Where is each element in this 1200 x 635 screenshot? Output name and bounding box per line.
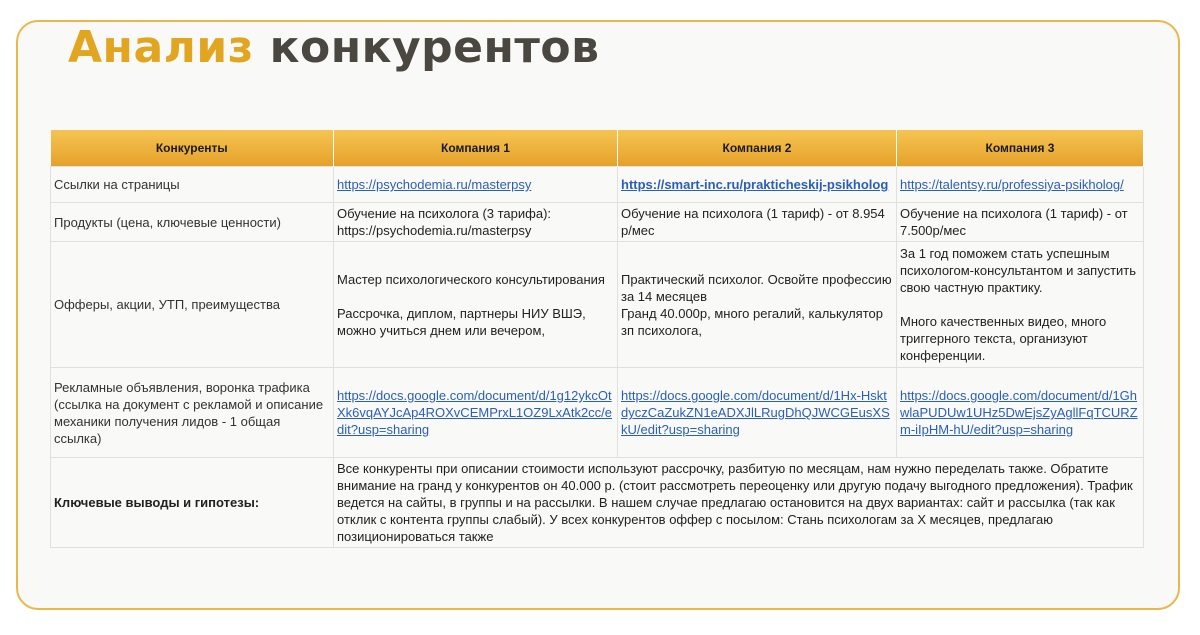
link-company-2[interactable]: https://smart-inc.ru/prakticheskij-psikholog <box>621 177 889 192</box>
offers-company-2 <box>618 242 897 368</box>
title-word-dark: конкурентов <box>269 22 600 73</box>
offer-title: Мастер психологического консультирования <box>337 271 605 287</box>
row-links <box>51 167 1144 203</box>
offer-details: Рассрочка, диплом, партнеры НИУ ВШЭ, можно учиться днем или вечером, <box>337 305 586 338</box>
row-label: Рекламные объявления, воронка трафика (ссылка на документ с рекламой и описание механики получения лидов - 1 общая ссылка) <box>51 368 334 458</box>
row-label: Ссылки на страницы <box>51 167 334 203</box>
ads-doc-link-company-2[interactable]: https://docs.google.com/document/d/1Hx-HsktdyczCaZukZN1eADXJlLRugDhQJWCGEusXSkU/edit?usp=sharing <box>621 388 890 437</box>
offers-company-3 <box>897 242 1144 368</box>
table-header-row <box>51 130 1144 167</box>
offer-title: За 1 год поможем стать успешным психологом-консультантом и запустить свою частную практику. <box>900 246 1137 295</box>
slide-title <box>68 22 599 73</box>
title-word-accent: Анализ <box>68 22 254 73</box>
offer-title: Практический психолог. Освойте профессию за 14 месяцев <box>621 271 892 304</box>
products-company-1: Обучение на психолога (3 тарифа): https://psychodemia.ru/masterpsy <box>334 203 618 242</box>
header-company-1: Компания 1 <box>334 130 618 167</box>
products-company-2: Обучение на психолога (1 тариф) - от 8.954 р/мес <box>618 203 897 242</box>
offer-details: Гранд 40.000р, много регалий, калькулятор зп психолога, <box>621 305 883 338</box>
row-offers <box>51 242 1144 368</box>
offer-details: Много качественных видео, много триггерного текста, организуют конференции. <box>900 314 1107 363</box>
row-label: Ключевые выводы и гипотезы: <box>51 458 334 548</box>
link-company-1[interactable]: https://psychodemia.ru/masterpsy <box>337 177 532 192</box>
ads-doc-link-company-1[interactable]: https://docs.google.com/document/d/1g12ykcOtXk6vqAYJcAp4ROXvCEMPrxL1OZ9LxAtk2cc/edit?usp=sharing <box>337 388 613 437</box>
header-company-3: Компания 3 <box>897 130 1144 167</box>
conclusions-text: Все конкуренты при описании стоимости используют рассрочку, разбитую по месяцам, нам нужно переделать также. Обратите внимание на гранд у конкурентов он 40.000 р. (стоит рассмотреть переоценку или другую подачу выгодного предложения). Трафик ведется на сайты, в группы и на рассылки. В нашем случае предлагаю остановится на двух вариантах: сайт и рассылка (так как отклик с контента группы слабый). У всех конкурентов оффер с посылом: Стань психологам за Х месяцев, предлагаю позиционироваться также <box>334 458 1144 548</box>
header-competitors: Конкуренты <box>51 130 334 167</box>
ads-doc-link-company-3[interactable]: https://docs.google.com/document/d/1GhwlaPUDUw1UHz5DwEjsZyAgllFqTCURZm-iIpHM-hU/edit?usp=sharing <box>900 388 1138 437</box>
row-products <box>51 203 1144 242</box>
row-conclusions <box>51 458 1144 548</box>
link-company-3[interactable]: https://talentsy.ru/professiya-psikholog/ <box>900 177 1124 192</box>
offers-company-1 <box>334 242 618 368</box>
header-company-2: Компания 2 <box>618 130 897 167</box>
row-ads <box>51 368 1144 458</box>
row-label: Продукты (цена, ключевые ценности) <box>51 203 334 242</box>
products-company-3: Обучение на психолога (1 тариф) - от 7.500р/мес <box>897 203 1144 242</box>
row-label: Офферы, акции, УТП, преимущества <box>51 242 334 368</box>
competitor-table <box>50 130 1144 548</box>
